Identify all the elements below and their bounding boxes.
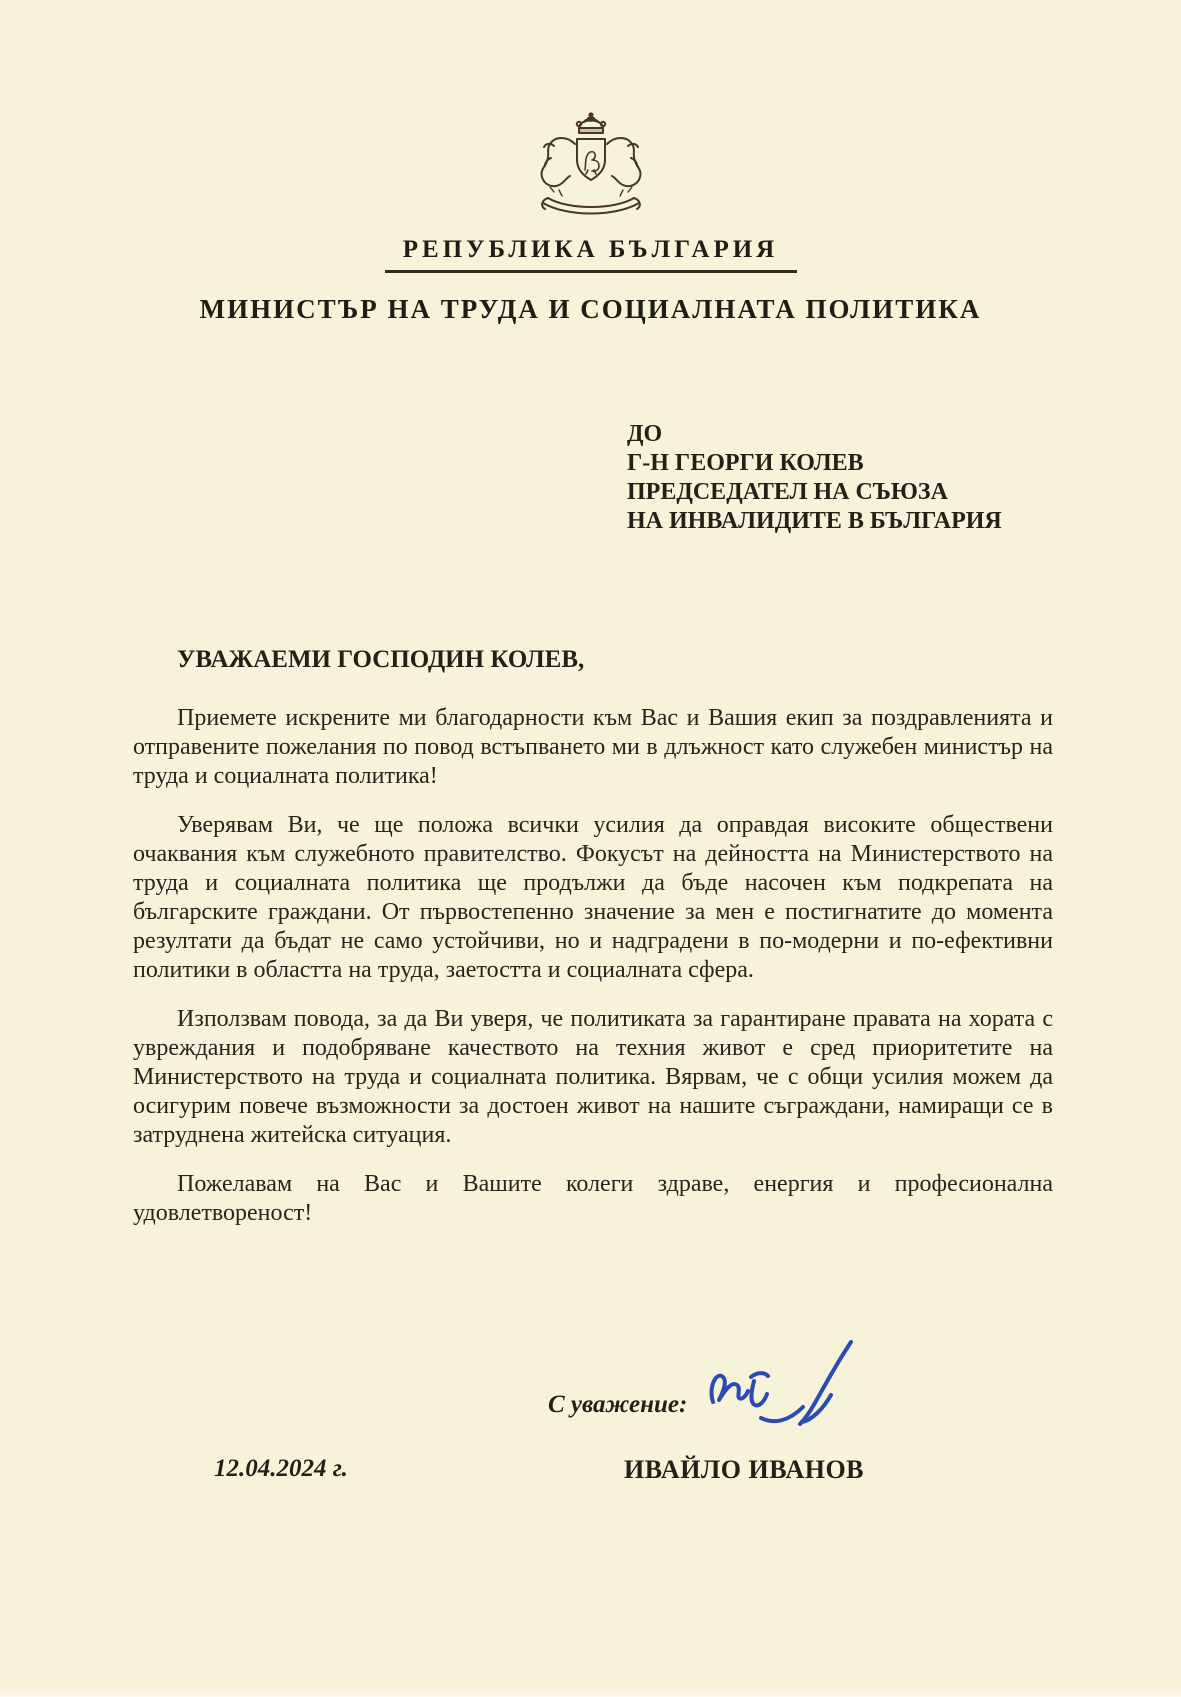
paragraph-2: Уверявам Ви, че ще положа всички усилия да оправдая високите обществени очаквания към служебното правителство. Фокусът на дейността на Министерството на труда и социалната политика ще продължи да бъде насочен към подкрепата на българските граждани. От първостепенно значение за мен е постигнатите до момента резултати да бъдат не само устойчиви, но и надградени в по-модерни и по-ефективни политики в областта на труда, заетостта и социалната сфера.: [133, 812, 1053, 983]
republic-title: РЕПУБЛИКА БЪЛГАРИЯ: [402, 236, 779, 263]
recipient-line-title1: ПРЕДСЕДАТЕЛ НА СЪЮЗА: [627, 479, 948, 505]
header-divider: [385, 270, 797, 273]
recipient-line-title2: НА ИНВАЛИДИТЕ В БЪЛГАРИЯ: [627, 508, 1002, 534]
paragraph-4: Пожелавам на Вас и Вашите колеги здраве, енергия и професионална удовлетвореност!: [133, 1171, 1053, 1226]
paragraph-1: Приемете искрените ми благодарности към Вас и Вашия екип за поздравленията и отправените пожелания по повод встъпването ми в длъжност като служебен министър на труда и социалната политика!: [133, 705, 1053, 789]
recipient-line-name: Г-Н ГЕОРГИ КОЛЕВ: [627, 450, 864, 476]
recipient-block: [627, 420, 1002, 536]
bulgarian-coat-of-arms-icon: [524, 112, 658, 226]
minister-title: МИНИСТЪР НА ТРУДА И СОЦИАЛНАТА ПОЛИТИКА: [199, 294, 982, 324]
closing-label: С уважение:: [548, 1391, 688, 1418]
handwritten-signature-icon: [701, 1336, 861, 1450]
paragraph-3: Използвам повода, за да Ви уверя, че политиката за гарантиране правата на хората с увреждания и подобряване качеството на техния живот е сред приоритетите на Министерството на труда и социалната политика. Вярвам, че с общи усилия можем да осигурим повече възможности за достоен живот на нашите съграждани, намиращи се в затруднена житейска ситуация.: [133, 1006, 1053, 1148]
signatory-name: ИВАЙЛО ИВАНОВ: [624, 1455, 865, 1484]
salutation: УВАЖАЕМИ ГОСПОДИН КОЛЕВ,: [177, 646, 585, 673]
letter-body: [133, 645, 1053, 1248]
letter-date: 12.04.2024 г.: [214, 1455, 348, 1482]
recipient-line-to: ДО: [627, 421, 663, 447]
